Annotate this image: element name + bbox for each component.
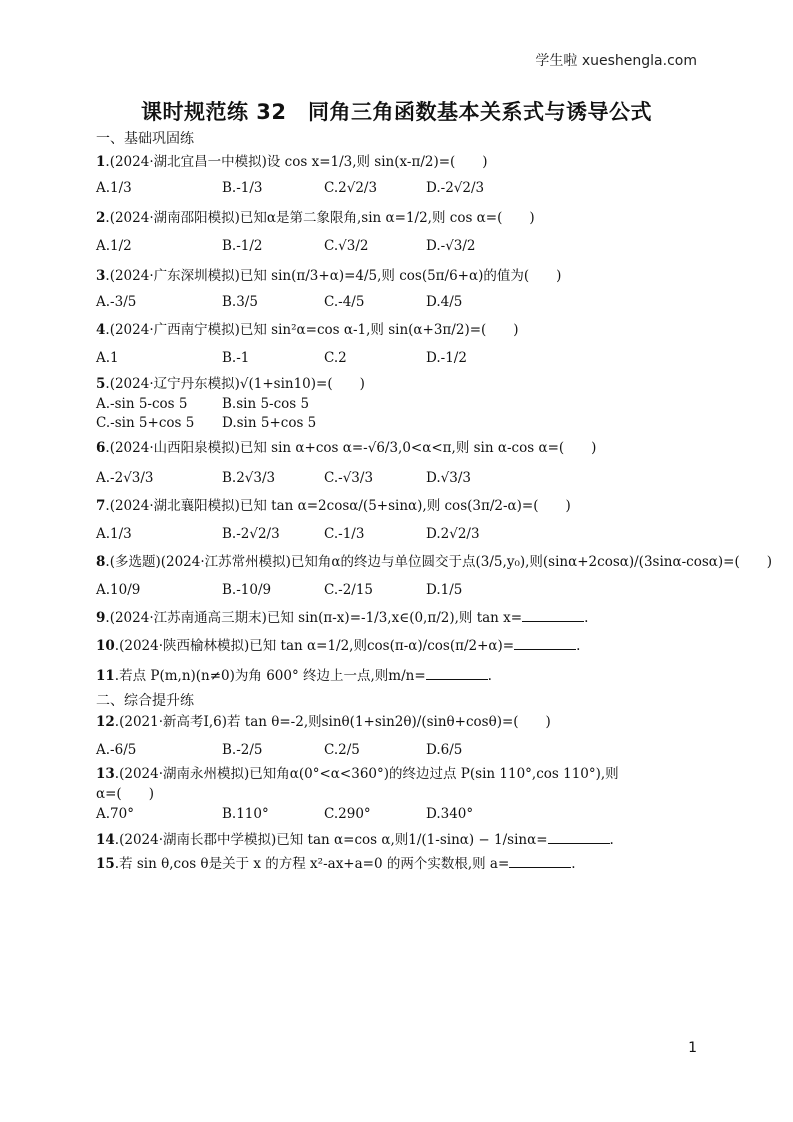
option-a: A.1/3 [96, 526, 132, 542]
answer-blank [509, 855, 571, 868]
question-10: 10.(2024·陕西榆林模拟)已知 tan α=1/2,则cos(π-α)/cos(π/2+α)= . [96, 638, 581, 654]
option-a: A.70° [96, 806, 134, 822]
option-c: C.2 [324, 350, 347, 366]
question-6: 6.(2024·山西阳泉模拟)已知 sin α+cos α=-√6/3,0<α<π,则 sin α-cos α=( ) [96, 440, 597, 456]
option-c: C.2/5 [324, 742, 360, 758]
option-a: A.-6/5 [96, 742, 137, 758]
option-b: B.-2√2/3 [222, 526, 280, 542]
option-a: A.-3/5 [96, 294, 137, 310]
option-b: B.-2/5 [222, 742, 263, 758]
answer-blank [514, 637, 576, 650]
option-b: B.3/5 [222, 294, 258, 310]
option-d: D.√3/3 [426, 470, 471, 486]
option-c: C.√3/2 [324, 238, 369, 254]
question-3: 3.(2024·广东深圳模拟)已知 sin(π/3+α)=4/5,则 cos(5π/6+α)的值为( ) [96, 268, 562, 284]
option-c: C.-√3/3 [324, 470, 374, 486]
section-heading-basic: 一、基础巩固练 [96, 131, 194, 147]
page-number: 1 [688, 1040, 697, 1056]
option-a: A.10/9 [96, 582, 141, 598]
option-c: C.-2/15 [324, 582, 374, 598]
option-b: B.-1/2 [222, 238, 263, 254]
question-8: 8.(多选题)(2024·江苏常州模拟)已知角α的终边与单位圆交于点(3/5,y₀),则(sinα+2cosα)/(3sinα-cosα)=( ) [96, 554, 773, 570]
option-b: B.-1/3 [222, 180, 263, 196]
option-d: D.-√3/2 [426, 238, 476, 254]
question-1: 1.(2024·湖北宜昌一中模拟)设 cos x=1/3,则 sin(x-π/2)=( ) [96, 154, 488, 170]
question-13-continued: α=( ) [96, 786, 154, 802]
option-d: D.1/5 [426, 582, 463, 598]
option-a: A.-2√3/3 [96, 470, 154, 486]
option-d: D.2√2/3 [426, 526, 480, 542]
option-b: B.-10/9 [222, 582, 272, 598]
option-d: D.340° [426, 806, 474, 822]
page-title: 课时规范练 32 同角三角函数基本关系式与诱导公式 [140, 100, 653, 124]
option-a: A.1/2 [96, 238, 132, 254]
option-a: A.-sin 5-cos 5 [96, 396, 188, 412]
option-d: D.6/5 [426, 742, 463, 758]
option-b: B.110° [222, 806, 269, 822]
option-d: D.sin 5+cos 5 [222, 415, 317, 431]
question-5: 5.(2024·辽宁丹东模拟)√(1+sin10)=( ) [96, 376, 365, 392]
answer-blank [522, 609, 584, 622]
option-c: C.-1/3 [324, 526, 365, 542]
option-b: B.sin 5-cos 5 [222, 396, 310, 412]
question-15: 15.若 sin θ,cos θ是关于 x 的方程 x²-ax+a=0 的两个实数根,则 a= . [96, 856, 576, 872]
option-a: A.1/3 [96, 180, 132, 196]
question-2: 2.(2024·湖南邵阳模拟)已知α是第二象限角,sin α=1/2,则 cos α=( ) [96, 210, 535, 226]
question-11: 11.若点 P(m,n)(n≠0)为角 600° 终边上一点,则m/n= . [96, 668, 492, 684]
watermark: 学生啦 xueshengla.com [535, 53, 697, 69]
option-b: B.2√3/3 [222, 470, 276, 486]
answer-blank [426, 667, 488, 680]
section-heading-advanced: 二、综合提升练 [96, 693, 194, 709]
option-c: C.-sin 5+cos 5 [96, 415, 195, 431]
option-d: D.4/5 [426, 294, 463, 310]
question-4: 4.(2024·广西南宁模拟)已知 sin²α=cos α-1,则 sin(α+3π/2)=( ) [96, 322, 519, 338]
question-12: 12.(2021·新高考Ⅰ,6)若 tan θ=-2,则sinθ(1+sin2θ)/(sinθ+cosθ)=( ) [96, 714, 551, 730]
option-b: B.-1 [222, 350, 250, 366]
question-14: 14.(2024·湖南长郡中学模拟)已知 tan α=cos α,则1/(1-sinα) − 1/sinα= . [96, 832, 614, 848]
answer-blank [548, 831, 610, 844]
option-d: D.-1/2 [426, 350, 467, 366]
option-a: A.1 [96, 350, 119, 366]
option-c: C.290° [324, 806, 371, 822]
option-c: C.2√2/3 [324, 180, 378, 196]
option-d: D.-2√2/3 [426, 180, 485, 196]
question-13: 13.(2024·湖南永州模拟)已知角α(0°<α<360°)的终边过点 P(sin 110°,cos 110°),则 [96, 766, 619, 782]
question-9: 9.(2024·江苏南通高三期末)已知 sin(π-x)=-1/3,x∈(0,π/2),则 tan x= . [96, 610, 589, 626]
option-c: C.-4/5 [324, 294, 365, 310]
question-7: 7.(2024·湖北襄阳模拟)已知 tan α=2cosα/(5+sinα),则 cos(3π/2-α)=( ) [96, 498, 571, 514]
